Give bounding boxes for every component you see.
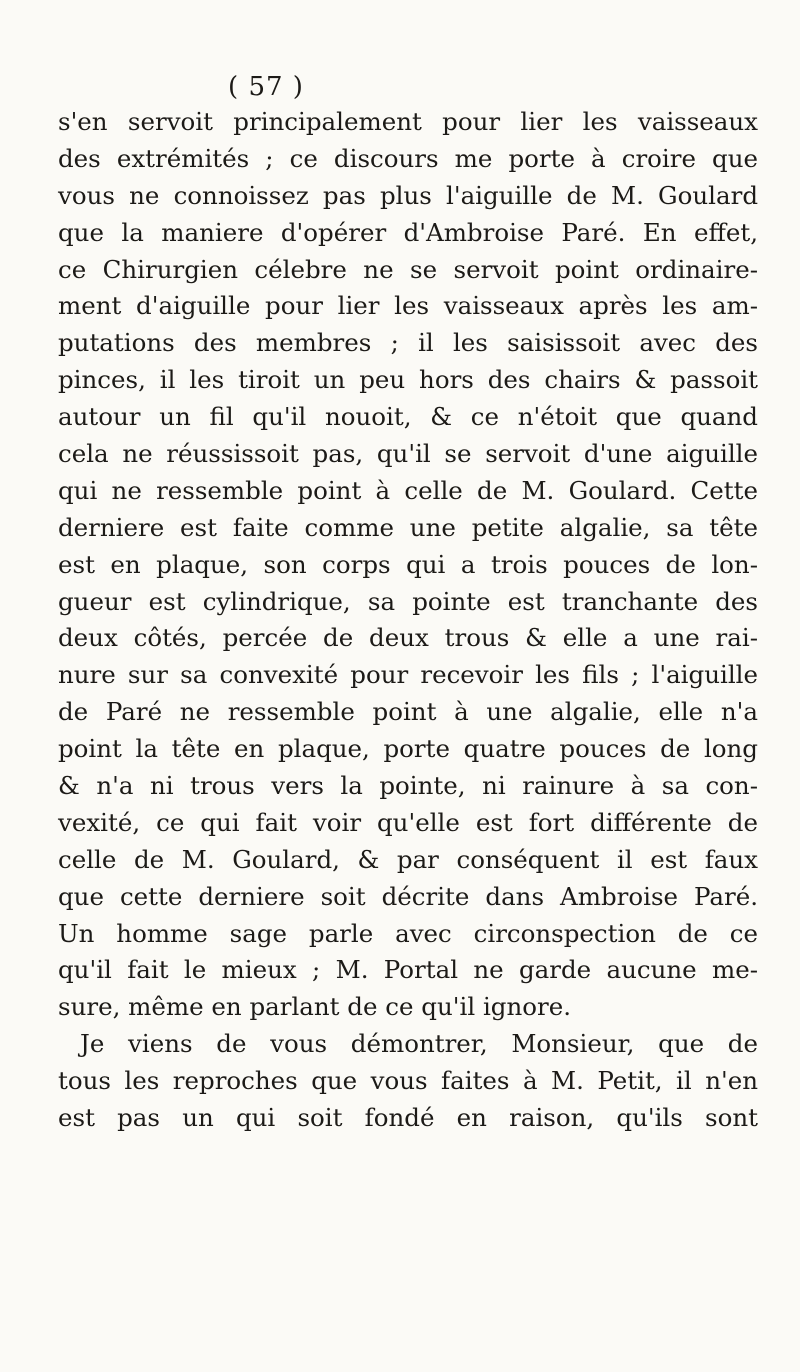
text-line: qui ne ressemble point à celle de M. Goulard. Cette (58, 475, 758, 505)
text-line: pinces, il les tiroit un peu hors des chairs & passoit (58, 365, 758, 395)
text-line: sure, même en parlant de ce qu'il ignore. (58, 992, 571, 1022)
text-line: point la tête en plaque, porte quatre pouces de long (58, 734, 758, 764)
text-line: putations des membres ; il les saisissoit avec des (58, 328, 758, 358)
text-line: deux côtés, percée de deux trous & elle a une rai- (58, 623, 758, 653)
text-line: cela ne réussissoit pas, qu'il se servoit d'une aiguille (58, 439, 758, 469)
text-line: autour un fil qu'il nouoit, & ce n'étoit que quand (58, 402, 758, 432)
text-line: Un homme sage parle avec circonspection de ce (58, 918, 758, 948)
text-line: & n'a ni trous vers la pointe, ni rainure à sa con- (58, 771, 758, 801)
text-line: vous ne connoissez pas plus l'aiguille de M. Goulard (58, 180, 758, 210)
text-line: des extrémités ; ce discours me porte à croire que (58, 143, 758, 173)
body-text (58, 104, 758, 1137)
text-line: est en plaque, son corps qui a trois pouces de lon- (58, 549, 758, 579)
text-line: que la maniere d'opérer d'Ambroise Paré. En effet, (58, 217, 758, 247)
text-line: que cette derniere soit décrite dans Ambroise Paré. (58, 881, 758, 911)
text-line: nure sur sa convexité pour recevoir les fils ; l'aiguille (58, 660, 758, 690)
text-line: s'en servoit principalement pour lier les vaisseaux (58, 107, 758, 136)
text-line: derniere est faite comme une petite algalie, sa tête (58, 512, 758, 542)
text-line: qu'il fait le mieux ; M. Portal ne garde aucune me- (58, 955, 758, 985)
text-line: ment d'aiguille pour lier les vaisseaux après les am- (58, 291, 758, 321)
page-number: ( 57 ) (228, 72, 304, 102)
text-line: vexité, ce qui fait voir qu'elle est fort différente de (58, 807, 758, 837)
text-line: ce Chirurgien célebre ne se servoit point ordinaire- (58, 254, 758, 284)
text-line: de Paré ne ressemble point à une algalie, elle n'a (58, 697, 758, 727)
text-line: tous les reproches que vous faites à M. Petit, il n'en (58, 1066, 758, 1096)
text-line: celle de M. Goulard, & par conséquent il est faux (58, 844, 758, 874)
text-line: Je viens de vous démontrer, Monsieur, que de (80, 1029, 758, 1059)
text-line: est pas un qui soit fondé en raison, qu'ils sont (58, 1103, 758, 1133)
text-line: gueur est cylindrique, sa pointe est tranchante des (58, 586, 758, 616)
